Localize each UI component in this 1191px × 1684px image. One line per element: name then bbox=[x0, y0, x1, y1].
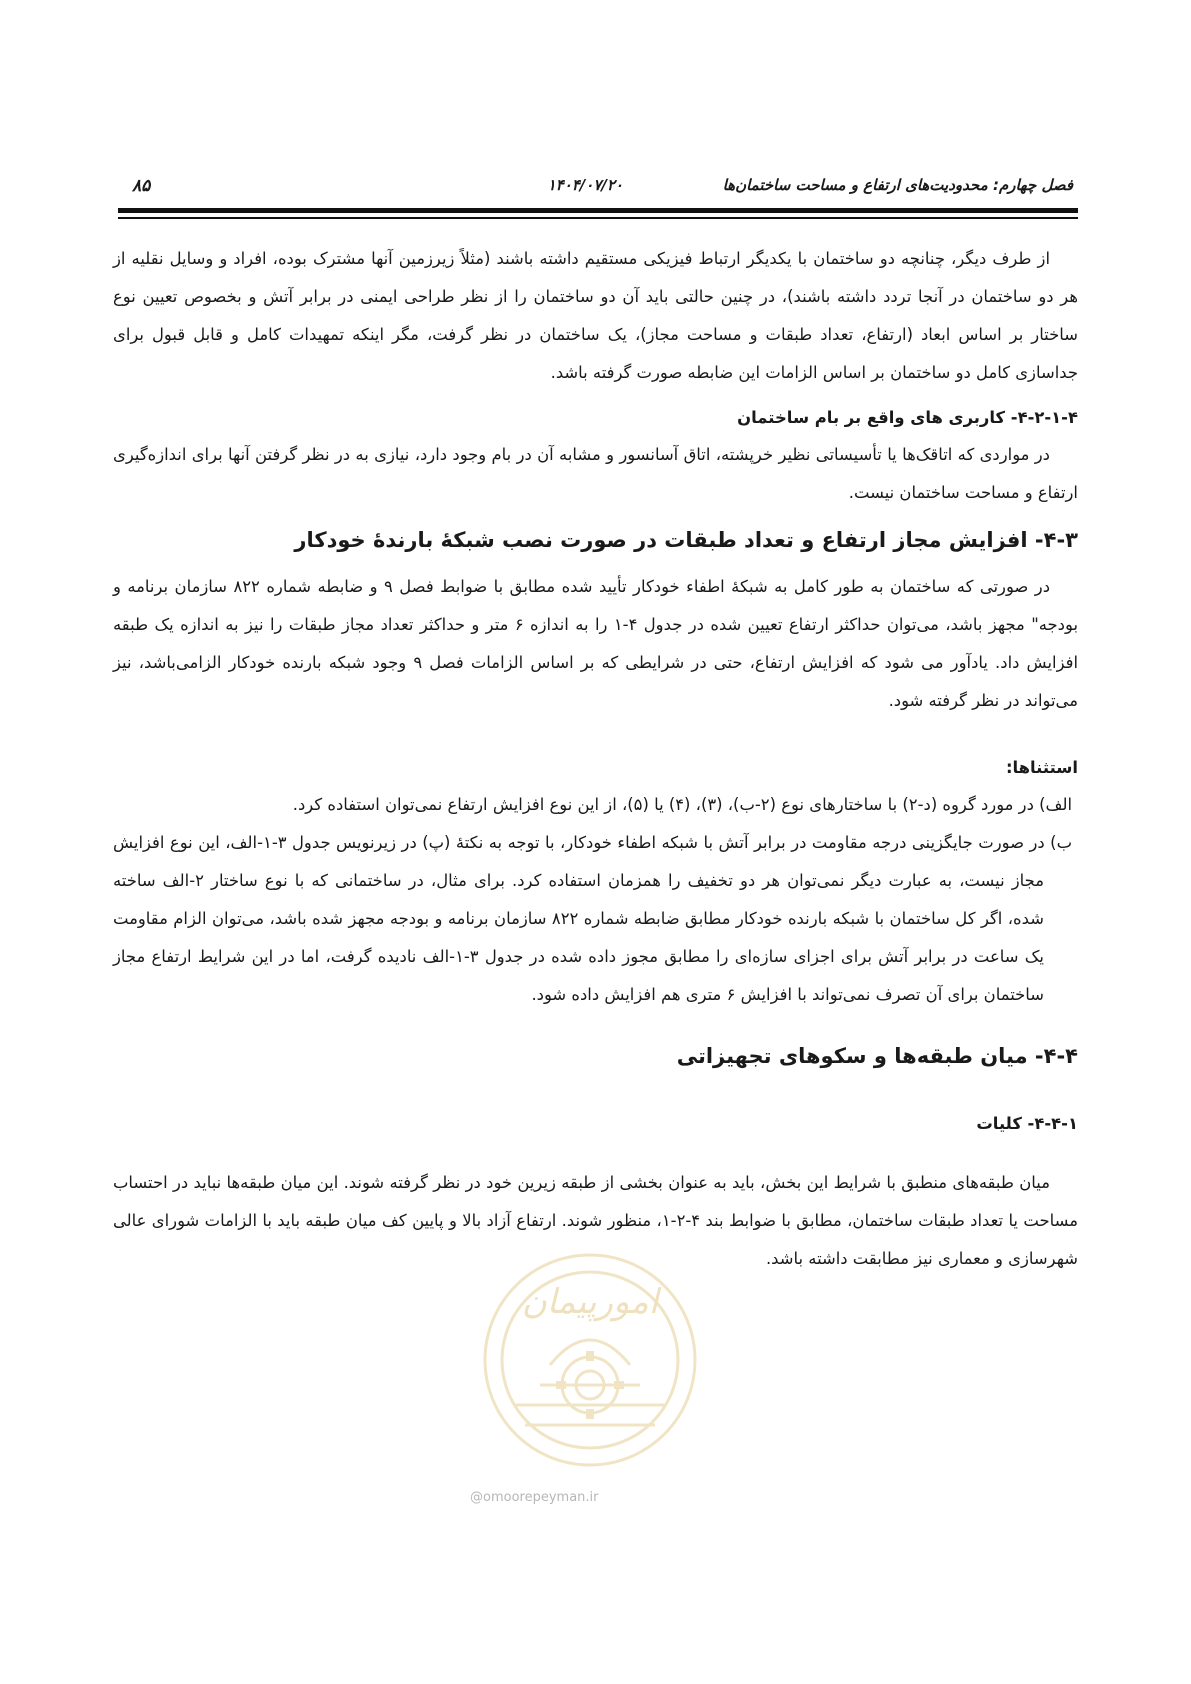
page-body bbox=[113, 240, 1078, 1278]
paragraph: از طرف دیگر، چنانچه دو ساختمان با یکدیگر ارتباط فیزیکی مستقیم داشته باشند (مثلاً زیرزمین آنها مشترک بوده، افراد و وسایل نقلیه از هر دو ساختمان در آنجا تردد داشته باشند)، در چنین حالتی باید آن دو ساختمان را از نظر طراحی ایمنی در برابر آتش و بخصوص تعیین نوع ساختار بر اساس ابعاد (ارتفاع، تعداد طبقات و مساحت مجاز)، یک ساختمان در نظر گرفت، مگر اینکه تمهیدات کامل و قابل قبول برای جداسازی کامل دو ساختمان بر اساس الزامات این ضابطه صورت گرفته باشد. bbox=[113, 249, 1078, 382]
header-date: ۱۴۰۴/۰۷/۲۰ bbox=[547, 176, 623, 194]
paragraph: در صورتی که ساختمان به طور کامل به شبکهٔ اطفاء خودکار تأیید شده مطابق با ضوابط فصل ۹ و ضابطه شماره ۸۲۲ سازمان برنامه و بودجه" مجهز باشد، می‌توان حداکثر ارتفاع تعیین شده در جدول ۴-۱ را به اندازه ۶ متر و حداکثر تعداد مجاز طبقات را نیز به اندازه یک طبقه افزایش داد. یادآور می شود که افزایش ارتفاع، حتی در شرایطی که بر اساس الزامات فصل ۹ وجود شبکه بارنده خودکار الزامی‌باشد، نیز می‌تواند در نظر گرفته شود. bbox=[113, 577, 1079, 710]
exceptions-heading: استثناها: bbox=[1005, 758, 1078, 777]
section-heading-4-3: ۴-۳- افزایش مجاز ارتفاع و تعداد طبقات در صورت نصب شبکهٔ بارندهٔ خودکار bbox=[294, 528, 1078, 552]
exception-item-a: الف) در مورد گروه (د-۲) با ساختارهای نوع (۲-ب)، (۳)، (۴) یا (۵)، از این نوع افزایش ارتفاع نمی‌توان استفاده کرد. bbox=[292, 795, 1072, 814]
section-heading-4-4: ۴-۴- میان طبقه‌ها و سکوهای تجهیزاتی bbox=[676, 1044, 1078, 1068]
watermark-site: @omoorepeyman.ir bbox=[470, 1490, 599, 1505]
watermark-logo-text: امورپیمان bbox=[521, 1282, 659, 1322]
paragraph: میان طبقه‌های منطبق با شرایط این بخش، باید به عنوان بخشی از طبقه زیرین خود در نظر گرفته شوند. این میان طبقه‌ها نباید در احتساب مساحت یا تعداد طبقات ساختمان، مطابق با ضوابط بند ۴-۲-۱، منظور شوند. ارتفاع آزاد بالا و پایین کف میان طبقه باید با الزامات شورای عالی شهرسازی و معماری نیز مطابقت داشته باشد. bbox=[113, 1173, 1078, 1268]
exception-item-b: ب) در صورت جایگزینی درجه مقاومت در برابر آتش با شبکه اطفاء خودکار، با توجه به نکتهٔ (پ) در زیرنویس جدول ۳-۱-الف، این نوع افزایش مجاز نیست، به عبارت دیگر نمی‌توان هر دو تخفیف را همزمان استفاده کرد. برای مثال، در ساختمانی که با نوع ساختار ۲-الف ساخته شده، اگر کل ساختمان با شبکه بارنده خودکار مطابق ضابطه شماره ۸۲۲ سازمان برنامه و بودجه مجهز شده باشد، می‌توان الزام مقاومت یک ساعت در برابر آتش برای اجزای سازه‌ای را مطابق مجوز داده شده در جدول ۳-۱-الف نادیده گرفت، اما در این شرایط ارتفاع مجاز ساختمان برای آن تصرف نمی‌تواند با افزایش ۶ متری هم افزایش داده شود. bbox=[113, 833, 1072, 1004]
header-rule-thin bbox=[118, 217, 1078, 219]
watermark-logo bbox=[455, 1235, 725, 1485]
section-heading-4-2-1-4: ۴-۲-۱-۴- کاربری های واقع بر بام ساختمان bbox=[737, 408, 1078, 427]
page-number: ۸۵ bbox=[132, 176, 151, 196]
paragraph: در مواردی که اتاقک‌ها یا تأسیساتی نظیر خرپشته، اتاق آسانسور و مشابه آن در بام وجود دارد، نیازی به در نظر گرفتن آنها برای اندازه‌گیری ارتفاع و مساحت ساختمان نیست. bbox=[113, 445, 1078, 502]
header-rule-thick bbox=[118, 208, 1078, 213]
page-header bbox=[118, 168, 1073, 208]
section-heading-4-4-1: ۴-۴-۱- کلیات bbox=[976, 1114, 1078, 1133]
chapter-title: فصل چهارم: محدودیت‌های ارتفاع و مساحت ساختمان‌ها bbox=[722, 176, 1073, 194]
